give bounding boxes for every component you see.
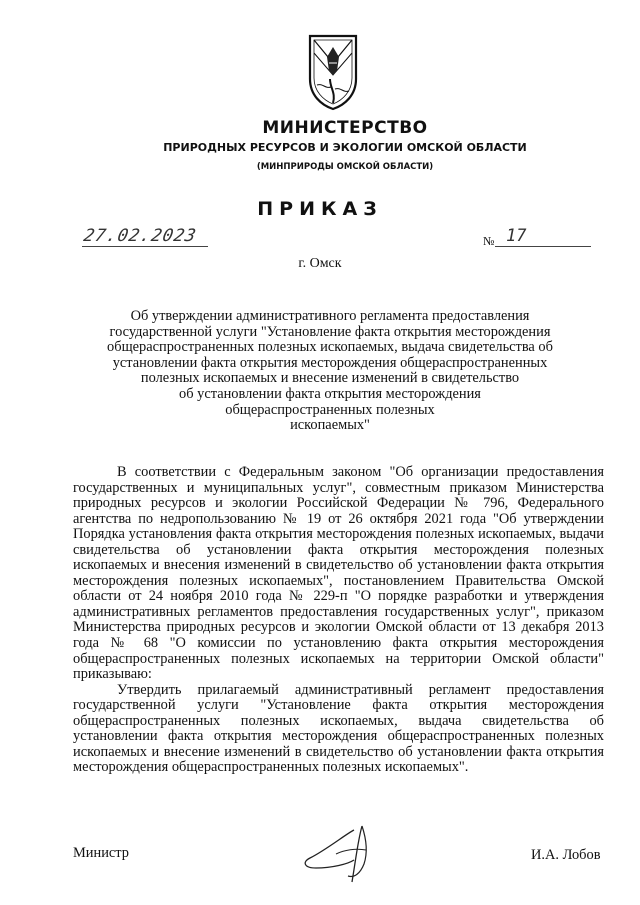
subject-line: установлении факта открытия месторождения общераспространенных [112,354,548,371]
handwritten-signature [296,820,406,890]
order-city: г. Омск [298,256,342,271]
preamble-paragraph: В соответствии с Федеральным законом "Об организации предоставления государственных и муниципальных услуг", совместным приказом Министерства природных ресурсов и экологии Российской Федерации № 796, Федерального агентства по недропользованию № 19 от 26 октября 2021 года "Об утверждении Порядка установления факта открытия месторождения полезных ископаемых, выдачи свидетельства об установлении факта открытия месторождения полезных ископаемых и внесения изменений в свидетельство об установлении факта открытия месторождения полезных ископаемых", постановлением Правительства Омской области от 24 ноября 2010 года № 229-п "О порядке разработки и утверждения административных регламентов предоставления государственных услуг", приказом Министерства природных ресурсов и экологии Омской области от 13 декабря 2013 года № 68 "О комиссии по установлению факта открытия месторождения общераспространенных полезных ископаемых на территории Омской области" приказываю: [73,464,604,683]
subject-line: общераспространенных полезных ископаемых, выдача свидетельства об [107,339,553,356]
document-type-title: ПРИКАЗ [257,198,383,220]
order-date: 27.02.2023 [81,226,199,246]
subject-line: государственной услуги "Установление факта открытия месторождения [109,323,551,340]
subject-line: общераспространенных полезных [225,401,435,418]
order-body [73,465,604,776]
order-subject [95,309,565,434]
number-sign: № [483,234,495,248]
subject-line: ископаемых" [290,417,370,434]
signer-name: И.А. Лобов [531,847,601,863]
ministry-header [150,118,540,173]
subject-line: Об утверждении административного регламента предоставления [130,308,530,324]
ministry-full-name: ПРИРОДНЫХ РЕСУРСОВ И ЭКОЛОГИИ ОМСКОЙ ОБЛАСТИ [163,141,527,154]
coat-of-arms-emblem [307,33,359,111]
order-paragraph: Утвердить прилагаемый административный регламент предоставления государственной услуги "Установление факта открытия месторождения общераспространенных полезных ископаемых, выдача свидетельства об установлении факта открытия месторождения общераспространенных полезных ископаемых и внесение изменений в свидетельство об установлении факта открытия месторождения общераспространенных полезных ископаемых". [73,681,604,776]
number-underline [495,246,591,247]
signer-position: Министр [73,845,129,861]
ministry-short-name: (МИНПРИРОДЫ ОМСКОЙ ОБЛАСТИ) [256,162,434,172]
subject-line: полезных ископаемых и внесение изменений в свидетельство [140,370,520,387]
ministry-name: МИНИСТЕРСТВО [262,118,428,138]
subject-line: об установлении факта открытия месторождения [179,385,481,402]
order-number: 17 [506,226,527,246]
date-underline [82,246,208,247]
